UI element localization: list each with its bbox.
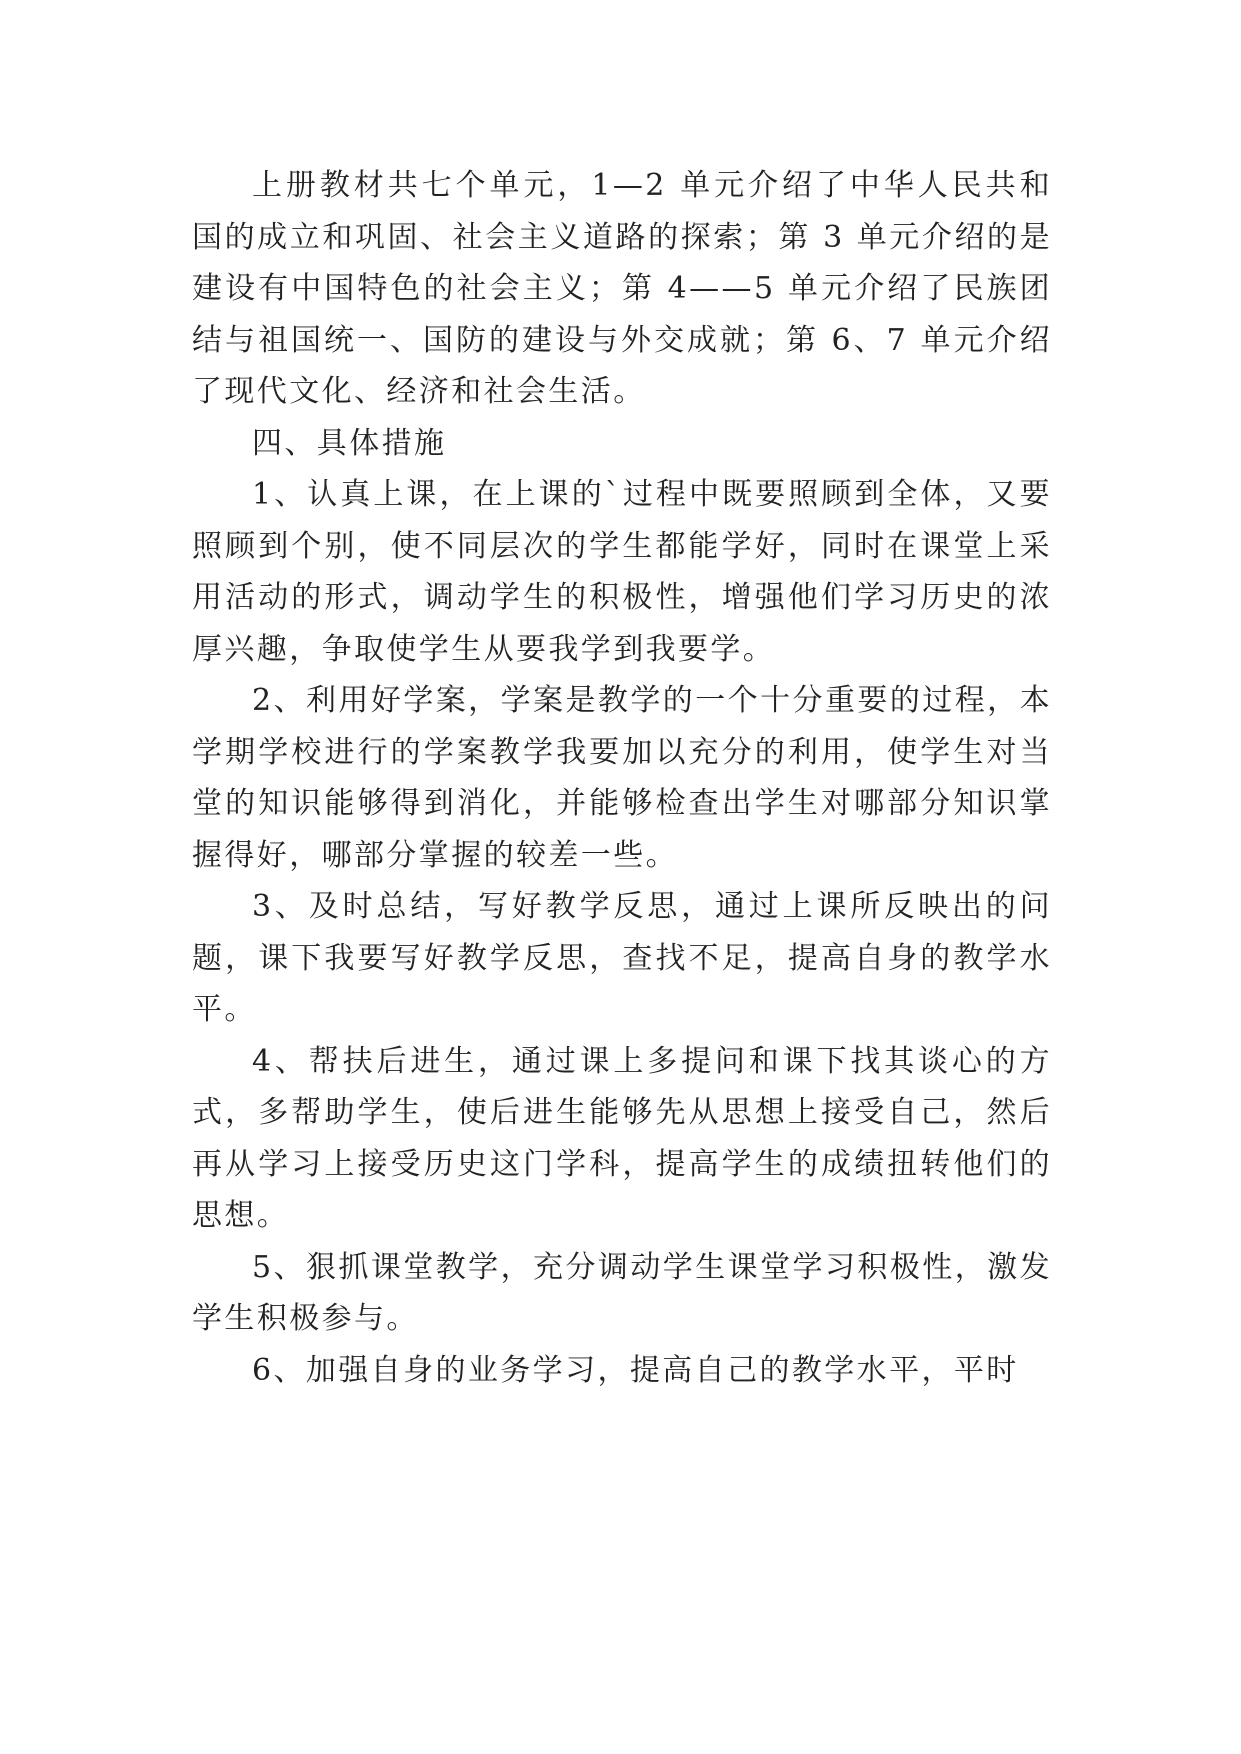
document-body [192,160,1052,1396]
paragraph-measure-4: 4、帮扶后进生，通过课上多提问和课下找其谈心的方式，多帮助学生，使后进生能够先从思想上接受自己，然后再从学习上接受历史这门学科，提高学生的成绩扭转他们的思想。 [192,1043,1052,1233]
paragraph-measure-1: 1、认真上课，在上课的`过程中既要照顾到全体，又要照顾到个别，使不同层次的学生都能学好，同时在课堂上采用活动的形式，调动学生的积极性，增强他们学习历史的浓厚兴趣，争取使学生从要我学到我要学。 [192,477,1052,667]
paragraph-measure-5: 5、狠抓课堂教学，充分调动学生课堂学习积极性，激发学生积极参与。 [192,1249,1052,1336]
paragraph-units-overview: 上册教材共七个单元，1—2 单元介绍了中华人民共和国的成立和巩固、社会主义道路的探索；第 3 单元介绍的是建设有中国特色的社会主义；第 4——5 单元介绍了民族团结与祖国统一、国防的建设与外交成就；第 6、7 单元介绍了现代文化、经济和社会生活。 [192,168,1052,409]
paragraph-measure-3: 3、及时总结，写好教学反思，通过上课所反映出的问题，课下我要写好教学反思，查找不足，提高自身的教学水平。 [192,889,1052,1027]
paragraph-measure-2: 2、利用好学案，学案是教学的一个十分重要的过程，本学期学校进行的学案教学我要加以充分的利用，使学生对当堂的知识能够得到消化，并能够检查出学生对哪部分知识掌握得好，哪部分掌握的较差一些。 [192,683,1052,873]
section-heading-measures: 四、具体措施 [252,425,447,461]
paragraph-measure-6: 6、加强自身的业务学习，提高自己的教学水平，平时 [252,1352,1019,1388]
